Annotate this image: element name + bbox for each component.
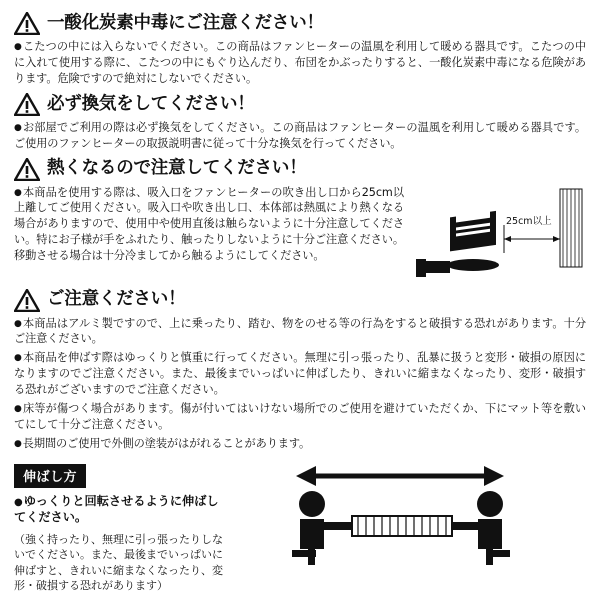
warning-exclamation-icon [14,289,40,312]
section-heading [14,158,586,181]
section-body [14,120,586,152]
bullet-paragraph: ● 長期間のご使用で外側の塗装がはがれることがあります。 [14,436,586,452]
clearance-label: 25cm以上 [506,215,552,227]
warning-triangle-icon [14,93,40,116]
section-heading [14,93,586,116]
section-body [14,316,586,452]
section-how-to-extend [14,464,586,594]
warning-triangle-icon [14,158,40,181]
section-caution [14,289,586,452]
section-title: 必ず換気をしてください！ [47,93,255,114]
section-hot-surface [14,158,586,283]
section-ventilation [14,93,586,152]
section-heading [14,289,586,312]
bullet-paragraph: ● 床等が傷つく場合があります。傷が付いてはいけない場所でのご使用を避けていただくか、下にマット等を敷いてにして十分ご注意ください。 [14,401,586,433]
section-title: 一酸化炭素中毒にご注意ください！ [47,12,324,33]
warning-triangle-icon [14,12,40,35]
bullet-paragraph: ● 本商品を伸ばす際はゆっくりと慎重に行ってください。無理に引っ張ったり、乱暴に扱うと変形・破損の原因になりますのでご注意ください。また、最後までいっぱいに伸ばしたり、きれいに縮まなくなったり、変形・破損する恐れがございますのでご注意ください。 [14,350,586,398]
section-title: 熱くなるので注意してください！ [47,158,307,179]
bullet-paragraph: ● こたつの中には入らないでください。この商品はファンヒーターの温風を利用して暖める器具です。こたつの中に入れて使用する際に、こたつの中にもぐり込んだり、布団をかぶったりすると、一酸化炭素中毒になる危険があります。危険ですので絶対にしないでください。 [14,39,586,87]
section-body [14,39,586,87]
section-carbon-monoxide [14,12,586,87]
extend-lead: ● ゆっくりと回転させるように伸ばしてください。 [14,493,230,526]
bullet-paragraph: ● 本商品を使用する際は、吸入口をファンヒーターの吹き出し口から25cm以上離してご使用ください。吸入口や吹き出し口、本体部は熱風により熱くなる場合がありますので、使用中や使用直後は触らないように十分注意してください。特にお子様が手をふれたり、触ったりしないように十分ご注意ください。移動させる場合は十分冷ましてから触るようにしてください。 [14,185,404,265]
extend-title: 伸ばし方 [14,464,86,488]
clearance-diagram [410,187,586,283]
extend-note: （強く持ったり、無理に引っ張ったりしないでください。また、最後までいっぱいに伸ばすと、きれいに縮まなくなったり、変形・破損する恐れがあります） [14,532,223,593]
bullet-paragraph: ● お部屋でご利用の際は必ず換気をしてください。この商品はファンヒーターの温風を利用して暖める器具です。ご使用のファンヒーターの取扱説明書に従って十分な換気を行ってください。 [14,120,586,152]
two-people-stretching-diagram [240,464,586,568]
section-body [14,185,404,267]
section-title: ご注意ください！ [47,289,186,310]
section-heading [14,12,586,35]
bullet-paragraph: ● 本商品はアルミ製ですので、上に乗ったり、踏む、物をのせる等の行為をすると破損する恐れがあります。十分ご注意ください。 [14,316,586,348]
